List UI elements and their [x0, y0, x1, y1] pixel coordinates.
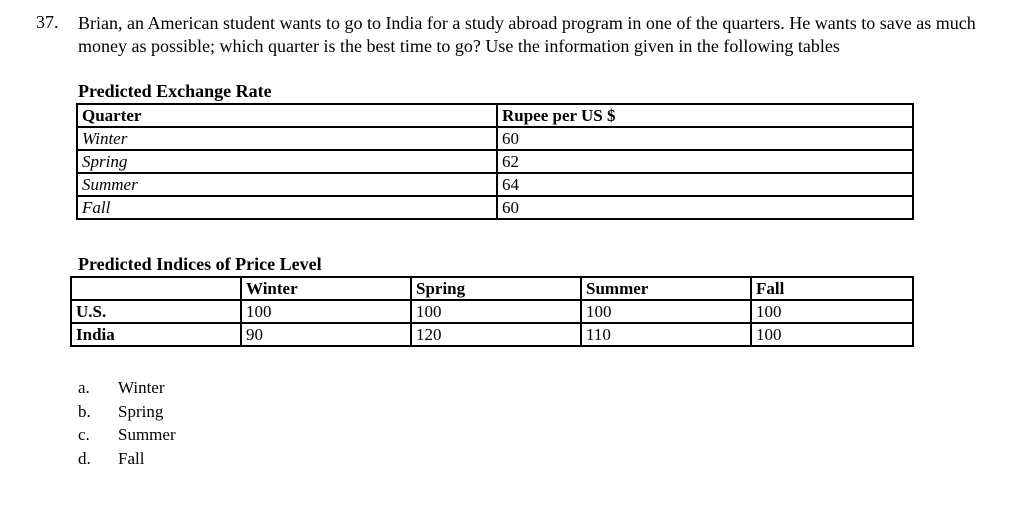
table-row [77, 150, 913, 173]
rate-cell: 62 [497, 150, 913, 173]
table-header-cell: Quarter [77, 104, 497, 127]
index-cell: 90 [241, 323, 411, 346]
table-row [77, 196, 913, 219]
country-cell: India [71, 323, 241, 346]
index-cell: 100 [751, 323, 913, 346]
table-row [71, 323, 913, 346]
table-header-cell [71, 277, 241, 300]
table-header-row [77, 104, 913, 127]
index-cell: 110 [581, 323, 751, 346]
rate-cell: 64 [497, 173, 913, 196]
table-header-cell: Fall [751, 277, 913, 300]
price-index-table [70, 276, 914, 347]
rate-cell: 60 [497, 127, 913, 150]
index-cell: 100 [241, 300, 411, 323]
index-cell: 100 [751, 300, 913, 323]
rate-cell: 60 [497, 196, 913, 219]
choice-text: Spring [118, 401, 164, 421]
choice-letter: c. [78, 425, 90, 444]
question-text: Brian, an American student wants to go to India for a study abroad program in one of the quarters. He wants to save as much money as possible; which quarter is the best time to go? Use the information given in the following tables [78, 13, 976, 56]
table-header-cell: Winter [241, 277, 411, 300]
index-cell: 120 [411, 323, 581, 346]
table-header-row [71, 277, 913, 300]
quarter-cell: Winter [77, 127, 497, 150]
table-header-cell: Summer [581, 277, 751, 300]
quarter-cell: Summer [77, 173, 497, 196]
choice-letter: d. [78, 448, 91, 468]
choice-text: Fall [118, 448, 145, 468]
table-header-cell: Spring [411, 277, 581, 300]
index-cell: 100 [581, 300, 751, 323]
table-row [77, 127, 913, 150]
question-number: 37. [36, 12, 59, 32]
country-cell: U.S. [71, 300, 241, 323]
choice-text: Summer [118, 425, 176, 444]
table-row [71, 300, 913, 323]
price-table-caption: Predicted Indices of Price Level [78, 254, 322, 274]
table-row [77, 173, 913, 196]
exchange-table-caption: Predicted Exchange Rate [78, 81, 272, 101]
exchange-rate-table [76, 103, 914, 220]
quarter-cell: Fall [77, 196, 497, 219]
choice-letter: a. [78, 378, 90, 397]
quarter-cell: Spring [77, 150, 497, 173]
choice-text: Winter [118, 378, 165, 397]
table-header-cell: Rupee per US $ [497, 104, 913, 127]
choice-letter: b. [78, 401, 91, 421]
index-cell: 100 [411, 300, 581, 323]
